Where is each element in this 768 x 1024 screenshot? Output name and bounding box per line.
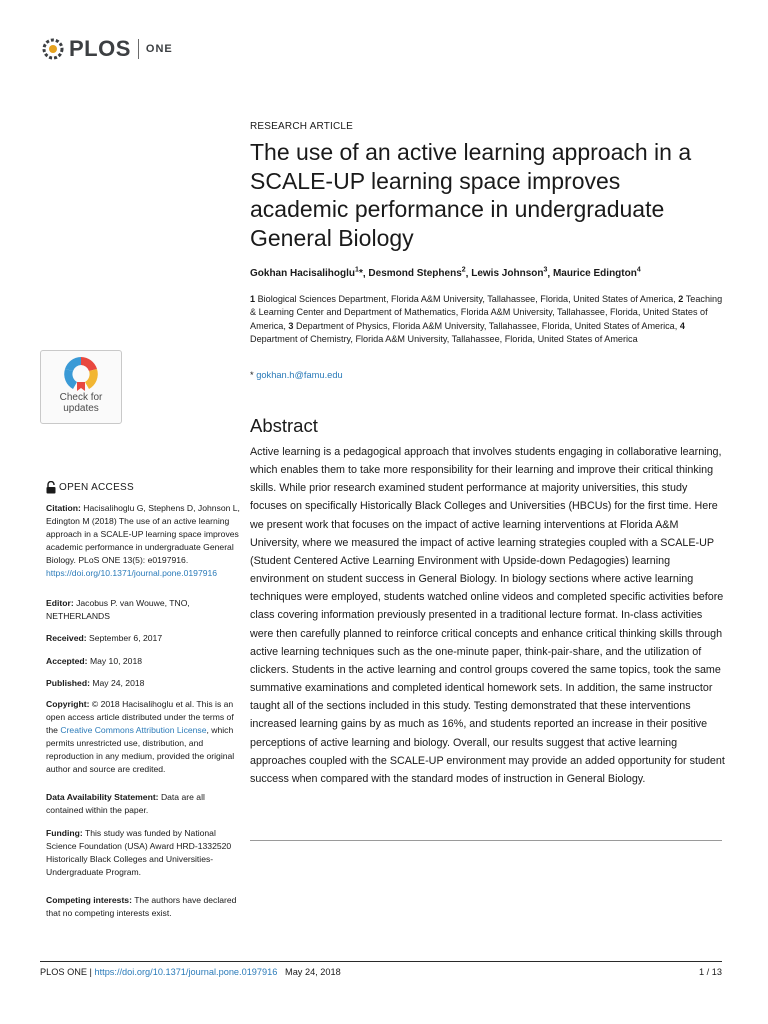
footer-date: May 24, 2018 <box>285 967 341 977</box>
citation-block <box>46 502 240 579</box>
affiliation-number: 4 <box>679 320 685 331</box>
open-access-text: OPEN ACCESS <box>59 482 134 493</box>
corresponding-mark: * <box>250 370 254 380</box>
affiliation-text: Teaching & Learning Center and Department of Mathematics, Florida A&M University, Tallahassee, Florida, United States of America, <box>250 294 723 331</box>
affiliation-number: 1 <box>250 294 256 304</box>
logo-divider <box>138 39 139 59</box>
crossmark-line-1: Check for <box>59 392 103 403</box>
funding-text: This study was funded by National Science Foundation (USA) Award HRD-1332520 Historically Black Colleges and Universities-Undergraduate Program. <box>46 828 232 877</box>
competing-interests-text: The authors have declared that no competing interests exist. <box>46 895 237 918</box>
open-access-label <box>46 481 134 494</box>
data-availability-block <box>46 791 240 817</box>
competing-interests-block <box>46 894 240 920</box>
check-for-updates-badge[interactable] <box>40 350 122 424</box>
accepted-date: May 10, 2018 <box>89 656 143 666</box>
accepted-block <box>46 655 240 668</box>
abstract-heading: Abstract <box>250 415 318 436</box>
author[interactable]: Maurice Edington$^4$ <box>552 267 641 280</box>
crossmark-line-2: updates <box>63 403 99 414</box>
author-list: Gokhan Hacisalihoglu$^1$*, Desmond Stephens$^2$, Lewis Johnson$^3$, Maurice Edington$^4$ <box>250 267 641 280</box>
brand-name: PLOS <box>69 36 131 61</box>
copyright-block <box>46 698 240 775</box>
author[interactable]: Lewis Johnson$^3$ <box>471 267 548 280</box>
abstract-text: Active learning is a pedagogical approach that involves students engaging in collaborative learning, which enables them to take more responsibility for their learning and improve their critical thinking skills. While prior research examined student performance at majority universities, this study focuses on specifically Historically Black Colleges and Universities (HBCUs) for the first time. Here we present work that focuses on the impact of active learning interventions at Florida A&M University, where we measured the impact of active learning strategies coupled with a SCALE-UP (Student Centered Active Learning Environment with Upside-down Pedagogies) learning environment on student success in General Biology. In biology sections where active learning techniques were employed, students watched online videos and completed specific activities before class covering information previously presented in a traditional lecture format. In-class activities were then carefully planned to reinforce critical concepts and enhance critical thinking skills through active learning techniques such as the one-minute paper, think-pair-share, and the utilization of clickers. Students in the active learning and control groups covered the same topics, took the same summative examinations and completed identical homework sets. In addition, the same instructor taught all of the sections included in this study. Testing demonstrated that these interventions increased learning gains by as much as 16%, and students reported an increase in their positive perceptions of active learning and biology. Overall, our results suggest that active learning approaches coupled with the SCALE-UP environment may provide an added opportunity for student success when compared with the standard modes of instruction in General Biology. <box>250 446 725 785</box>
citation-label: Citation: <box>46 503 81 513</box>
funding-block <box>46 827 240 879</box>
footer-divider <box>40 961 722 962</box>
journal-name: ONE <box>145 43 173 55</box>
affiliation-text: Biological Sciences Department, Florida A&M University, Tallahassee, Florida, United States of America, <box>257 294 676 304</box>
section-divider <box>250 840 722 841</box>
copyright-text: © 2018 Hacisalihoglu et al. This is an open access article distributed under the terms of the <box>46 699 234 735</box>
author[interactable]: Desmond Stephens$^2$ <box>368 267 466 280</box>
check-for-updates-label <box>41 392 121 414</box>
page-number: 1 / 13 <box>699 967 722 977</box>
received-label: Received: <box>46 633 87 643</box>
editor-block <box>46 597 240 623</box>
published-block <box>46 677 240 690</box>
published-date: May 24, 2018 <box>92 678 145 688</box>
citation-doi-link[interactable]: https://doi.org/10.1371/journal.pone.0197916 <box>46 567 218 578</box>
author[interactable]: Gokhan Hacisalihoglu$^1$* <box>250 267 363 280</box>
citation-text: Hacisalihoglu G, Stephens D, Johnson L, Edington M (2018) The use of an active learning approach in a SCALE-UP learning space improves academic performance in undergraduate General Biology. PLoS ONE 13(5): e0197916. <box>46 503 240 565</box>
affiliation-text: Department of Physics, Florida A&M University, Tallahassee, Florida, United States of America, <box>296 320 678 331</box>
editor-text: Jacobus P. van Wouwe, TNO, NETHERLANDS <box>46 598 190 621</box>
affiliations <box>250 293 726 346</box>
plos-logo-icon <box>40 36 66 62</box>
received-block <box>46 632 240 645</box>
data-availability-text: Data are all contained within the paper. <box>46 792 205 815</box>
affiliation-text: Department of Chemistry, Florida A&M University, Tallahassee, Florida, United States of America <box>250 333 638 344</box>
open-lock-icon <box>46 481 56 494</box>
copyright-label: Copyright: <box>46 699 90 709</box>
competing-interests-label: Competing interests: <box>46 895 132 905</box>
affiliation-number: 3 <box>288 320 294 331</box>
article-type: RESEARCH ARTICLE <box>250 121 354 132</box>
footer-separator: | <box>86 967 95 977</box>
accepted-label: Accepted: <box>46 656 88 666</box>
corresponding-author <box>250 370 343 380</box>
cc-license-link[interactable]: Creative Commons Attribution License <box>60 724 207 735</box>
article-title: The use of an active learning approach in a SCALE-UP learning space improves academic performance in undergraduate General Biology <box>250 139 692 251</box>
page-footer <box>40 967 722 977</box>
footer-journal: PLOS ONE <box>40 967 87 977</box>
crossmark-icon <box>61 355 101 393</box>
affiliation-number: 2 <box>678 294 684 304</box>
published-label: Published: <box>46 678 90 688</box>
funding-label: Funding: <box>46 828 83 838</box>
copyright-text-end: , which permits unrestricted use, distribution, and reproduction in any medium, provided the original author and source are credited. <box>46 724 235 774</box>
editor-label: Editor: <box>46 598 74 608</box>
footer-doi-link[interactable]: https://doi.org/10.1371/journal.pone.0197916 <box>94 967 278 977</box>
corresponding-email-link[interactable]: gokhan.h@famu.edu <box>256 370 343 380</box>
data-availability-label: Data Availability Statement: <box>46 792 159 802</box>
plos-one-logo[interactable] <box>40 35 173 63</box>
received-date: September 6, 2017 <box>89 633 163 643</box>
